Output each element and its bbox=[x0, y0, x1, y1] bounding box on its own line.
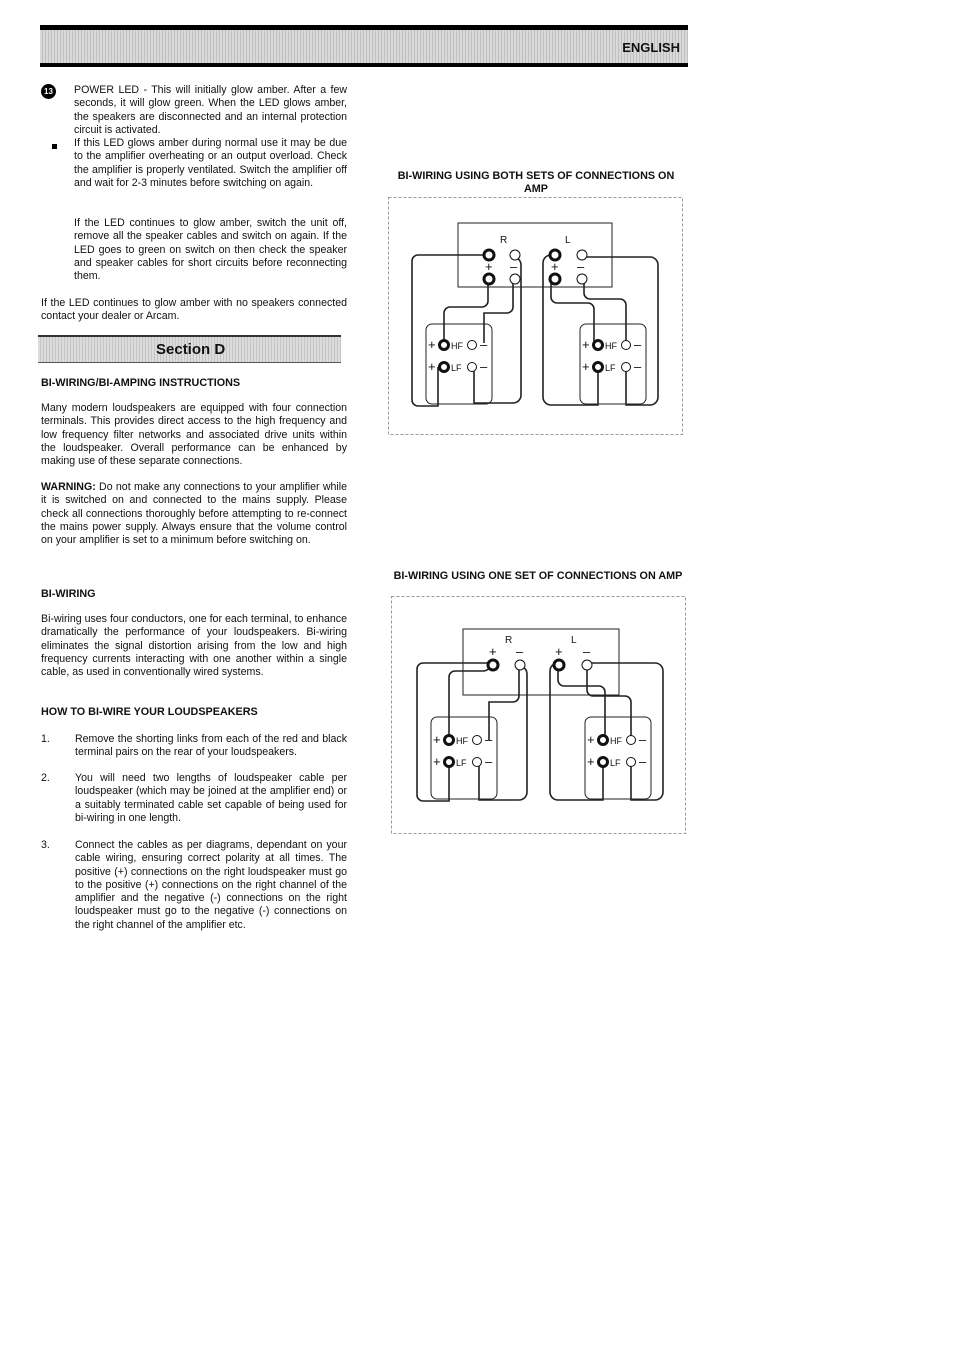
minus-label: – bbox=[639, 732, 647, 747]
diagram2-frame bbox=[392, 597, 686, 834]
hf-label: HF bbox=[451, 341, 463, 351]
lf-label: LF bbox=[610, 758, 621, 768]
plus-label: + bbox=[582, 337, 590, 352]
terminal-icon bbox=[599, 736, 608, 745]
minus-label: – bbox=[485, 732, 493, 747]
plus-label: + bbox=[433, 732, 441, 747]
terminal-icon bbox=[622, 341, 631, 350]
minus-label: – bbox=[583, 644, 591, 659]
language-label: ENGLISH bbox=[622, 40, 680, 55]
terminal-icon bbox=[627, 758, 636, 767]
lf-label: LF bbox=[456, 758, 467, 768]
hf-label: HF bbox=[456, 736, 468, 746]
hf-label: HF bbox=[610, 736, 622, 746]
hf-label: HF bbox=[605, 341, 617, 351]
warning-paragraph bbox=[41, 481, 347, 547]
bullet-square-icon bbox=[52, 144, 57, 149]
minus-label: – bbox=[639, 754, 647, 769]
terminal-icon bbox=[484, 274, 494, 284]
step-number: 3. bbox=[41, 839, 50, 851]
minus-label: – bbox=[480, 337, 488, 352]
biwiring-intro-paragraph: Many modern loudspeakers are equipped with four connection terminals. This provides direct access to the high frequency and low frequency filter networks and associated drive units within the loudspeaker. Overall performance can be enhanced by making use of these separate connections. bbox=[41, 402, 347, 468]
amp-panel bbox=[463, 629, 619, 695]
step-text: Connect the cables as per diagrams, dependant on your cable wiring, ensuring correct polarity at all times. The positive (+) connections on the right loudspeaker must go to the positive (+) connections on the right channel of the amplifier and the negative (-) connections on the right loudspeaker must go to the negative (-) connections on the right channel of the amplifier etc. bbox=[75, 839, 347, 931]
plus-label: + bbox=[551, 259, 559, 274]
lf-label: LF bbox=[451, 363, 462, 373]
biwiring-biamping-heading: BI-WIRING/BI-AMPING INSTRUCTIONS bbox=[41, 377, 241, 389]
biwiring-heading: BI-WIRING bbox=[41, 588, 96, 600]
terminal-icon bbox=[488, 660, 498, 670]
channel-l-label: L bbox=[565, 235, 571, 246]
diagram2-title: BI-WIRING USING ONE SET OF CONNECTIONS ON AMP bbox=[393, 570, 683, 582]
step-text: You will need two lengths of loudspeaker cable per loudspeaker (which may be joined at the amplifier end) or a suitably terminated cable set capable of being used for bi-wiring in one length. bbox=[75, 772, 347, 824]
terminal-icon bbox=[582, 660, 592, 670]
terminal-icon bbox=[445, 758, 454, 767]
section-title: Section D bbox=[156, 341, 226, 358]
minus-label: – bbox=[634, 359, 642, 374]
terminal-icon bbox=[468, 341, 477, 350]
step-number: 2. bbox=[41, 772, 50, 784]
minus-label: – bbox=[634, 337, 642, 352]
diagram1-title: BI-WIRING USING BOTH SETS OF CONNECTIONS ON AMP bbox=[397, 170, 675, 195]
terminal-icon bbox=[627, 736, 636, 745]
step-number: 1. bbox=[41, 733, 50, 745]
terminal-icon bbox=[440, 363, 449, 372]
terminal-icon bbox=[440, 341, 449, 350]
terminal-icon bbox=[594, 341, 603, 350]
channel-l-label: L bbox=[571, 635, 577, 646]
terminal-icon bbox=[594, 363, 603, 372]
plus-label: + bbox=[555, 644, 563, 659]
plus-label: + bbox=[428, 359, 436, 374]
minus-label: – bbox=[516, 644, 524, 659]
section-band bbox=[38, 335, 341, 363]
power-led-bullet-paragraph: If this LED glows amber during normal use it may be due to the amplifier overheating or an output overload. Check the amplifier is properly ventilated. Switch the amplifier off and wait for 2-3 minutes before switching on again. bbox=[74, 137, 347, 189]
channel-r-label: R bbox=[500, 235, 508, 246]
power-led-dealer-paragraph: If the LED continues to glow amber with no speakers connected contact your dealer or Arcam. bbox=[41, 297, 347, 323]
terminal-icon bbox=[515, 660, 525, 670]
warning-text: Do not make any connections to your amplifier while it is switched on and connected to the mains supply. Please check all connections thoroughly before attempting to re-connect the mains power supply. Always ensure that the volume control on your amplifier is set to a minimum before switching on. bbox=[41, 481, 347, 547]
channel-r-label: R bbox=[505, 635, 513, 646]
step-text: Remove the shorting links from each of the red and black terminal pairs on the rear of your loudspeakers. bbox=[75, 733, 347, 759]
diagram1-frame bbox=[389, 198, 683, 435]
warning-label: WARNING: bbox=[41, 481, 96, 493]
diagram1-biwiring-both-sets bbox=[388, 197, 684, 437]
terminal-icon bbox=[445, 736, 454, 745]
plus-label: + bbox=[587, 732, 595, 747]
power-led-paragraph: POWER LED - This will initially glow amber. After a few seconds, it will glow green. When the LED glows amber, the speakers are disconnected and an internal protection circuit is activated. bbox=[74, 84, 347, 136]
terminal-icon bbox=[550, 274, 560, 284]
terminal-icon bbox=[473, 736, 482, 745]
minus-label: – bbox=[577, 259, 585, 274]
terminal-icon bbox=[468, 363, 477, 372]
terminal-icon bbox=[599, 758, 608, 767]
lf-label: LF bbox=[605, 363, 616, 373]
terminal-icon bbox=[473, 758, 482, 767]
minus-label: – bbox=[510, 259, 518, 274]
plus-label: + bbox=[433, 754, 441, 769]
biwiring-paragraph: Bi-wiring uses four conductors, one for each terminal, to enhance dramatically the performance of your loudspeakers. Bi-wiring eliminates the signal distortion arising from the low and high frequency currents interacting with one another within a single cable, as used in conventionally wired systems. bbox=[41, 613, 347, 679]
plus-label: + bbox=[485, 259, 493, 274]
plus-label: + bbox=[428, 337, 436, 352]
power-led-continue-paragraph: If the LED continues to glow amber, switch the unit off, remove all the speaker cables and switch on again. If the LED goes to green on switch on then check the speaker and speaker cables for short circuits before reconnecting them. bbox=[74, 217, 347, 283]
language-header-band bbox=[40, 25, 688, 67]
minus-label: – bbox=[485, 754, 493, 769]
terminal-icon bbox=[577, 274, 587, 284]
terminal-icon bbox=[554, 660, 564, 670]
item-number-badge: 13 bbox=[41, 84, 56, 99]
plus-label: + bbox=[489, 644, 497, 659]
minus-label: – bbox=[480, 359, 488, 374]
plus-label: + bbox=[587, 754, 595, 769]
terminal-icon bbox=[510, 274, 520, 284]
how-to-heading: HOW TO BI-WIRE YOUR LOUDSPEAKERS bbox=[41, 706, 258, 718]
diagram2-biwiring-one-set bbox=[391, 596, 687, 836]
terminal-icon bbox=[622, 363, 631, 372]
plus-label: + bbox=[582, 359, 590, 374]
